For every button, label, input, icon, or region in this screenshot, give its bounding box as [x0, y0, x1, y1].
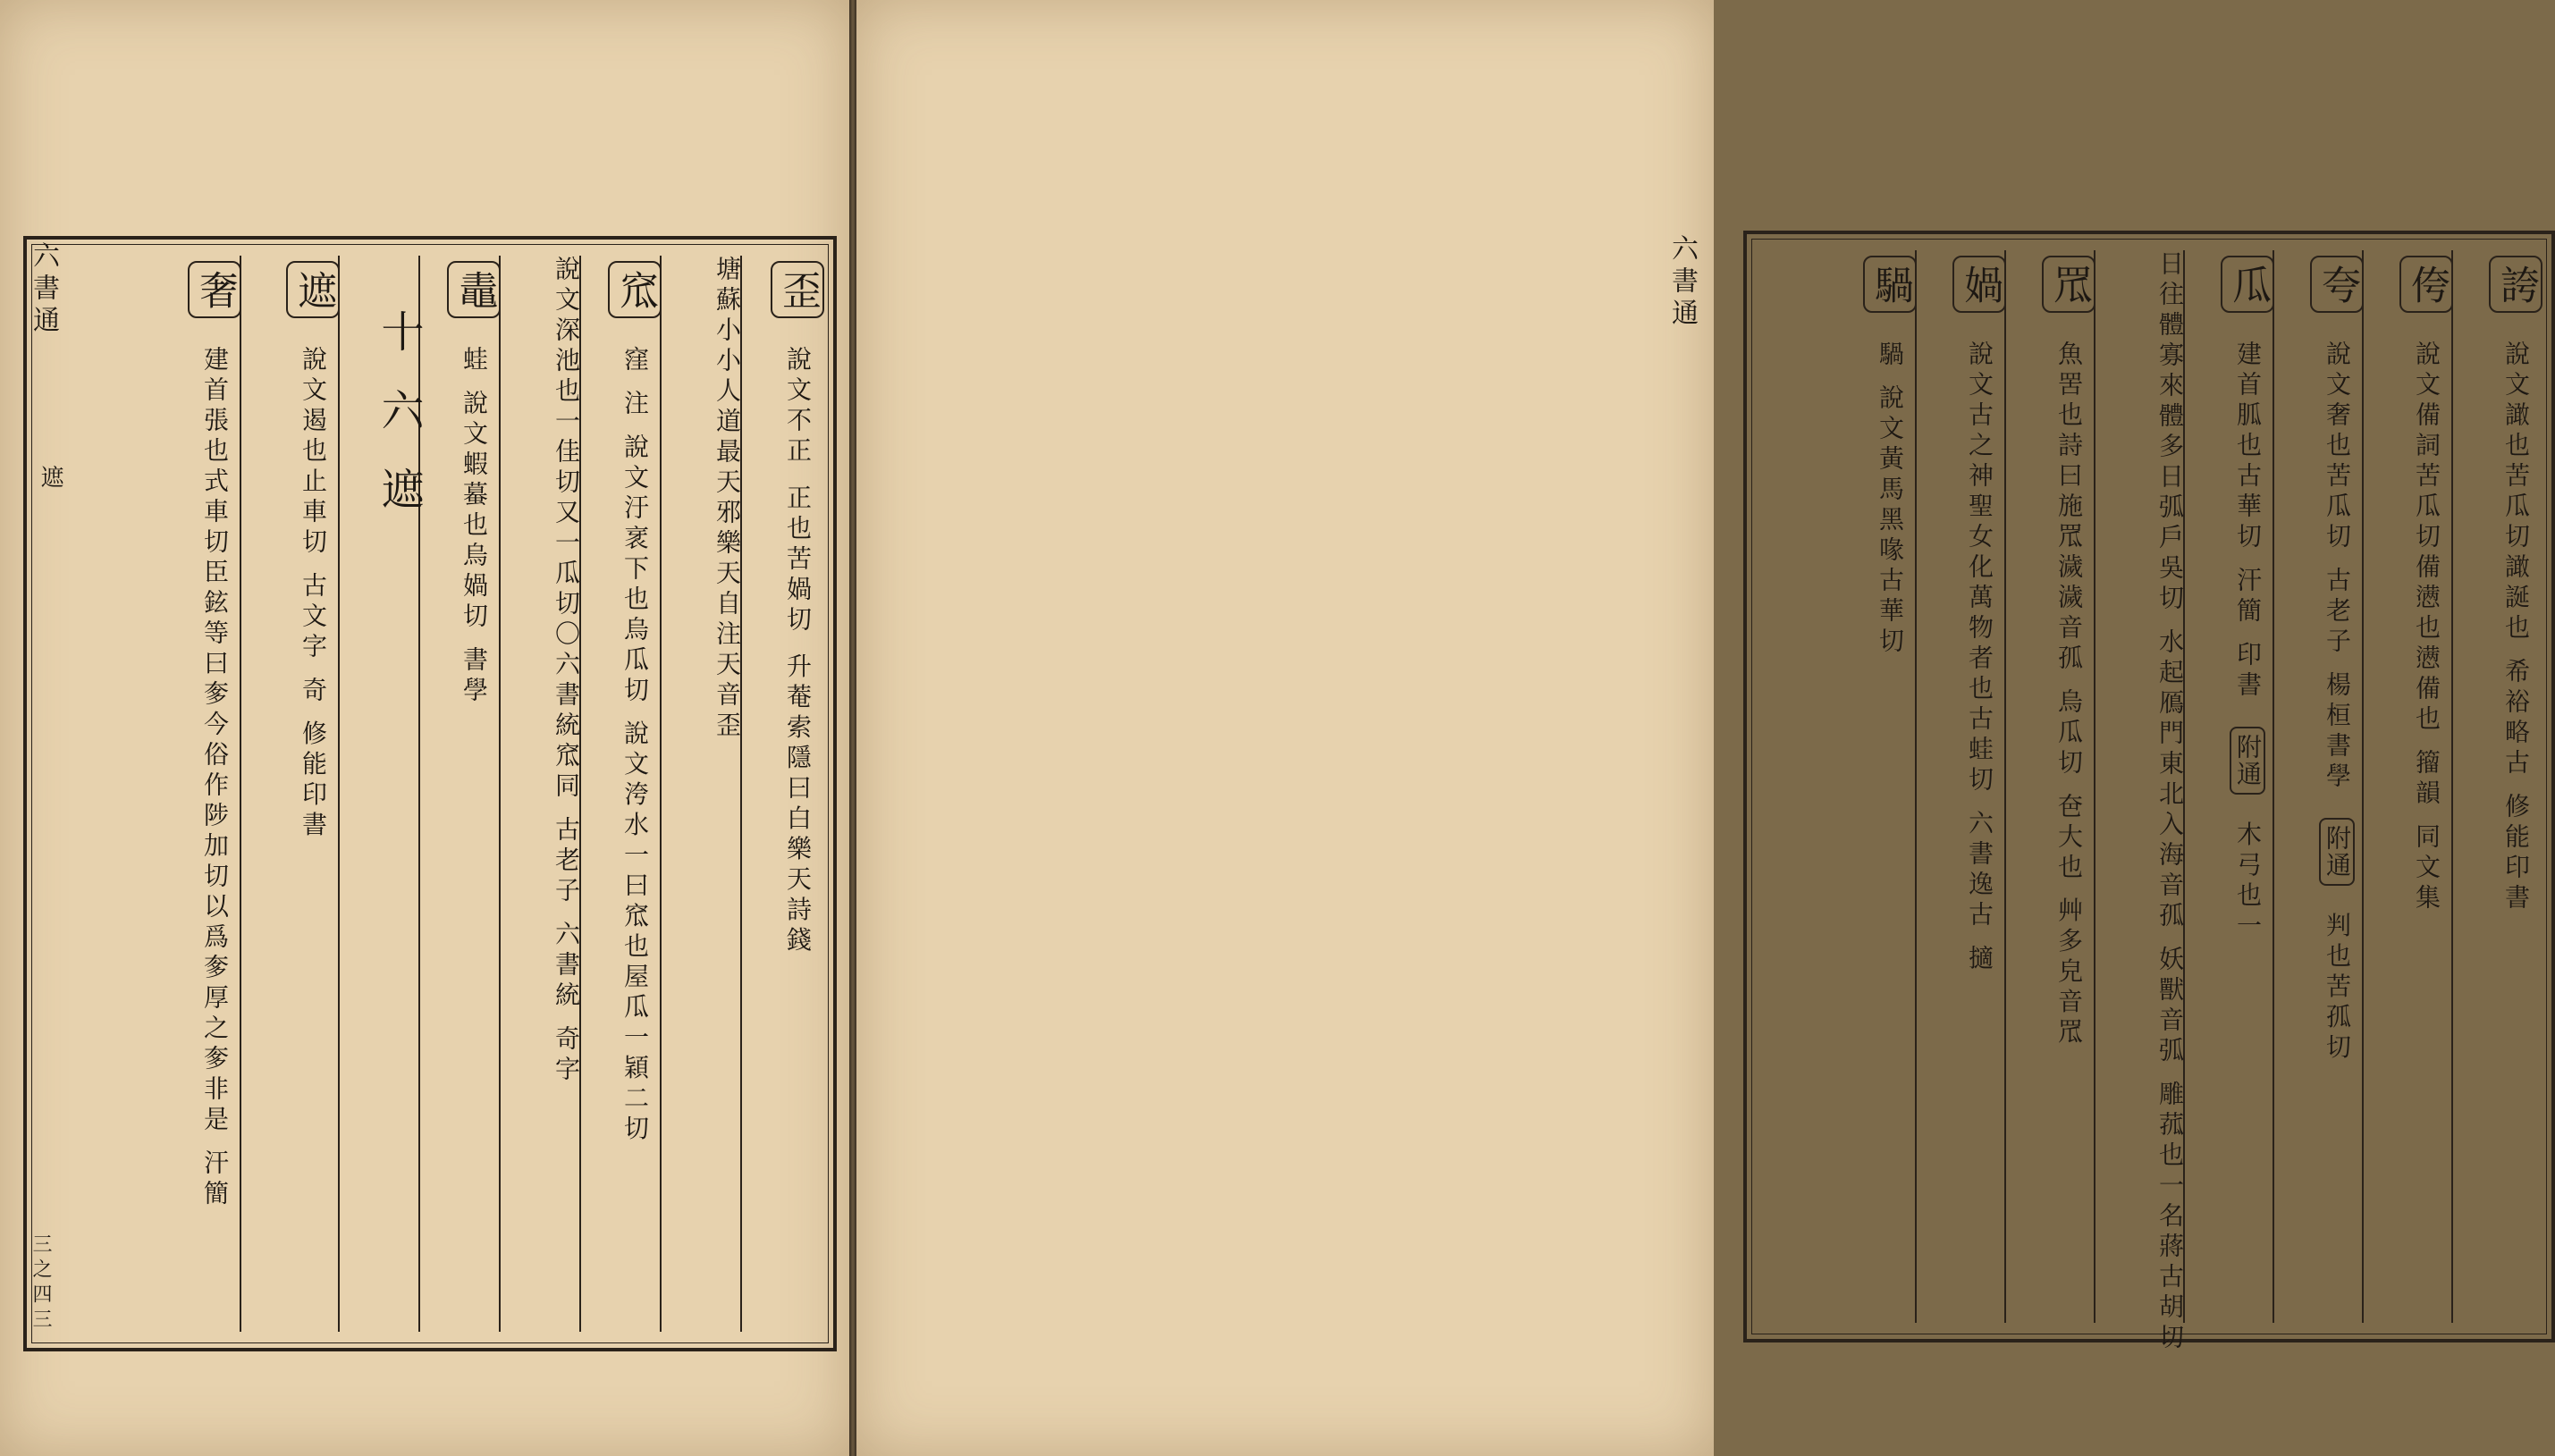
- left-margin-title: 六書通: [28, 241, 59, 338]
- book-gutter: [849, 0, 856, 1456]
- entry-text: 說文奢也苦瓜切 古老子 楊桓書學: [2323, 340, 2352, 793]
- entry-head: 瓜: [2221, 256, 2274, 313]
- entry-column: [1827, 250, 1917, 1323]
- entry-column: [134, 256, 241, 1332]
- appendix-box: 附通: [2230, 727, 2265, 795]
- left-page-frame: [23, 236, 837, 1351]
- section-heading-column: [338, 256, 424, 1332]
- entry-text: 說文古之神聖女化萬物者也古蛙切 六書逸古 擿: [1965, 340, 1994, 975]
- entry-text: 判也苦孤切: [2323, 912, 2352, 1065]
- entry-column: [240, 256, 340, 1332]
- entry-text: 建首胍也古華切 汗簡 印書: [2233, 340, 2263, 702]
- entry-column: [660, 256, 742, 1332]
- entry-column: [1915, 250, 2006, 1323]
- entry-text: 騧 說文黃馬黑喙古華切: [1876, 340, 1905, 658]
- right-margin-title: 六書通: [1666, 234, 1698, 331]
- entry-text: 木弓也一: [2233, 821, 2263, 943]
- left-margin-rhyme: 遮: [37, 465, 63, 493]
- entry-text: 升菴索隱曰白樂天詩錢: [783, 652, 813, 957]
- left-margin-folio: 三之四三: [30, 1233, 52, 1334]
- entry-column: [2362, 250, 2453, 1323]
- right-page: [856, 0, 2539, 1456]
- entry-head: 鼃: [447, 261, 501, 318]
- entry-head: 遮: [286, 261, 340, 318]
- entry-text: 日往體寡來體多日弧戶吳切 水起鴈門東北入海音孤 妖獸音弧 雕菰也一名蔣古胡切: [2155, 250, 2185, 1354]
- entry-text: 魚罟也詩曰施罛濊濊音孤 烏瓜切 夿大也 艸多皃音罛: [2054, 340, 2084, 1049]
- entry-column: [579, 256, 662, 1332]
- entry-column: [2273, 250, 2364, 1323]
- appendix-box: 附通: [2319, 818, 2355, 886]
- section-heading: 十六遮: [374, 309, 424, 545]
- entry-text: 說文譀也苦瓜切譀誕也 希裕略古 修能印書: [2501, 340, 2531, 914]
- entry-head: 奢: [188, 261, 241, 318]
- entry-head: 騧: [1863, 256, 1917, 313]
- entry-column: [499, 256, 581, 1332]
- entry-column: [2451, 250, 2542, 1323]
- entry-column: [418, 256, 501, 1332]
- entry-text: 建首張也式車切臣鉉等曰奓今俗作陟加切以爲奓厚之奓非是 汗簡: [200, 345, 230, 1210]
- entry-text: 說文不正: [783, 345, 813, 467]
- entry-head: 誇: [2489, 256, 2542, 313]
- entry-head: 夸: [2310, 256, 2364, 313]
- entry-text: 塘蘇小小人道最天邪樂天自注天音歪: [713, 256, 742, 742]
- entry-text: 蛙 說文蝦蟇也烏媧切 書學: [460, 345, 489, 707]
- left-page: [0, 0, 849, 1456]
- entry-column: [2094, 250, 2185, 1354]
- entry-text: 正也苦媧切: [783, 484, 813, 636]
- entry-head: 侉: [2399, 256, 2453, 313]
- entry-column: [2183, 250, 2274, 1323]
- entry-column: [740, 256, 824, 1332]
- right-page-frame: [1743, 231, 2555, 1354]
- entry-text: 窪 注 說文汙衺下也烏瓜切 說文洿水一曰窊也屋瓜一穎二切: [620, 345, 650, 1146]
- entry-head: 罛: [2042, 256, 2095, 313]
- entry-head: 歪: [771, 261, 824, 318]
- entry-head: 媧: [1952, 256, 2006, 313]
- entry-text: 說文深池也一佳切又一瓜切〇六書統窊同 古老子 六書統 奇字: [552, 256, 581, 1086]
- entry-head: 窊: [608, 261, 662, 318]
- entry-text: 說文備詞苦瓜切備懑也懑備也 籀韻 同文集: [2412, 340, 2441, 914]
- entry-column: [2004, 250, 2095, 1323]
- entry-text: 說文遏也止車切 古文字 奇 修能印書: [299, 345, 328, 842]
